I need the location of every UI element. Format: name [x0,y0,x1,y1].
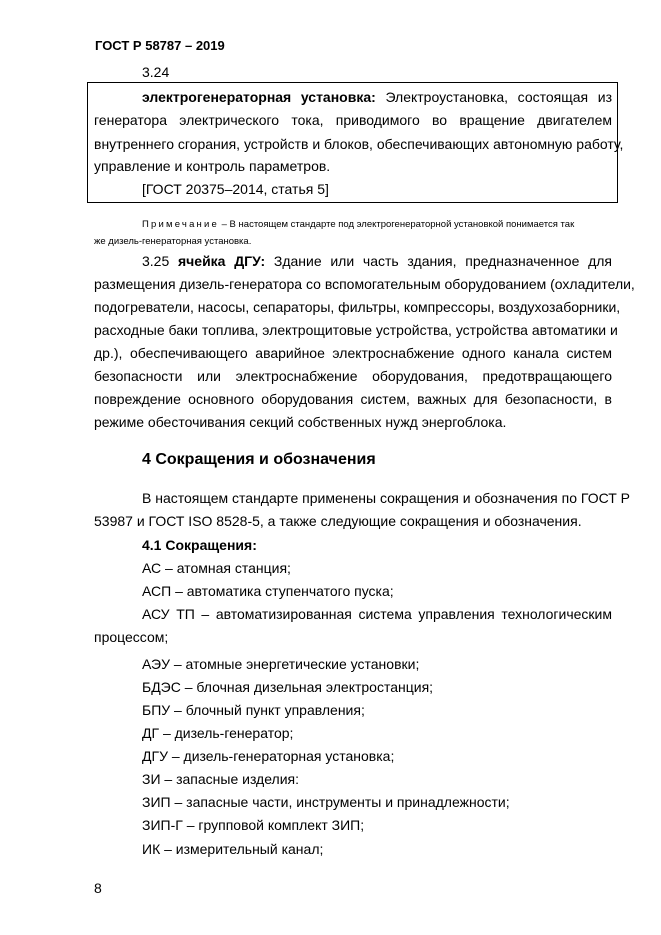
abbr-dg: ДГ – дизель-генератор; [142,725,294,741]
abbr-zip: ЗИП – запасные части, инструменты и принадлежности; [142,794,510,810]
term-3-25-line-6: безопасности или электроснабжение оборудования, предотвращающего [94,368,612,384]
abbr-bdes: БДЭС – блочная дизельная электростанция; [142,679,434,695]
definition-line-4: управление и контроль параметров. [94,158,331,174]
term-3-25-line-4: расходные баки топлива, электрощитовые устройства, устройства автоматики и [94,322,618,338]
term-3-25-line-5: др.), обеспечивающего аварийное электроснабжение одного канала систем [94,345,612,361]
abbr-ac: АС – атомная станция; [142,560,291,576]
note-text-1: – В настоящем стандарте под электрогенераторной установкой понимается так [219,219,575,230]
abbr-asutp-line-1: АСУ ТП – автоматизированная система управления технологическим [142,606,612,622]
note-line-2: же дизель-генераторная установка. [94,236,252,247]
note-line-1 [142,219,574,231]
section-4-intro-line-1: В настоящем стандарте применены сокращения и обозначения по ГОСТ Р [142,490,631,506]
document-header: ГОСТ Р 58787 – 2019 [95,38,225,53]
abbr-asutp-line-2: процессом; [94,629,169,645]
abbr-dgu: ДГУ – дизель-генераторная установка; [142,748,395,764]
abbr-zip-g: ЗИП-Г – групповой комплект ЗИП; [142,817,365,833]
section-4-title: 4 Сокращения и обозначения [142,451,376,468]
abbr-asp: АСП – автоматика ступенчатого пуска; [142,583,394,599]
term-3-25-line-7: повреждение основного оборудования систем, важных для безопасности, в [94,391,612,407]
abbr-zi: ЗИ – запасные изделия: [142,771,300,787]
abbr-ik: ИК – измерительный канал; [142,841,324,857]
term-3-25-line-8: режиме обесточивания секций собственных нужд энергоблока. [94,414,507,430]
abbr-aeu: АЭУ – атомные энергетические установки; [142,656,420,672]
definition-term: электрогенераторная установка: [142,89,376,105]
abbr-bpu: БПУ – блочный пункт управления; [142,702,365,718]
page-number: 8 [94,880,102,896]
subsection-4-1-title: 4.1 Сокращения: [142,537,257,553]
term-3-25-line-3: подогреватели, насосы, сепараторы, фильтры, компрессоры, воздухозаборники, [94,299,621,315]
term-3-25-line-2: размещения дизель-генератора со вспомогательным оборудованием (охладители, [94,276,635,292]
term-3-25-term: ячейка ДГУ: [177,253,266,269]
term-3-25-line-1-rest: Здание или часть здания, предназначенное для [273,253,613,269]
definition-number: 3.24 [142,64,170,80]
definition-line-1 [142,88,612,106]
note-label: Примечание [142,219,219,230]
definition-line-3: внутреннего сгорания, устройств и блоков, обеспечивающих автономную работу, [94,136,624,152]
term-3-25-line-1 [142,252,612,270]
section-4-intro-line-2: 53987 и ГОСТ ISO 8528-5, а также следующие сокращения и обозначения. [94,513,582,529]
definition-line-1-rest: Электроустановка, состоящая из [385,89,612,105]
definition-source: [ГОСТ 20375–2014, статья 5] [142,181,329,197]
definition-line-2: генератора электрического тока, приводимого во вращение двигателем [94,112,612,128]
term-3-25-number: 3.25 [142,253,170,269]
